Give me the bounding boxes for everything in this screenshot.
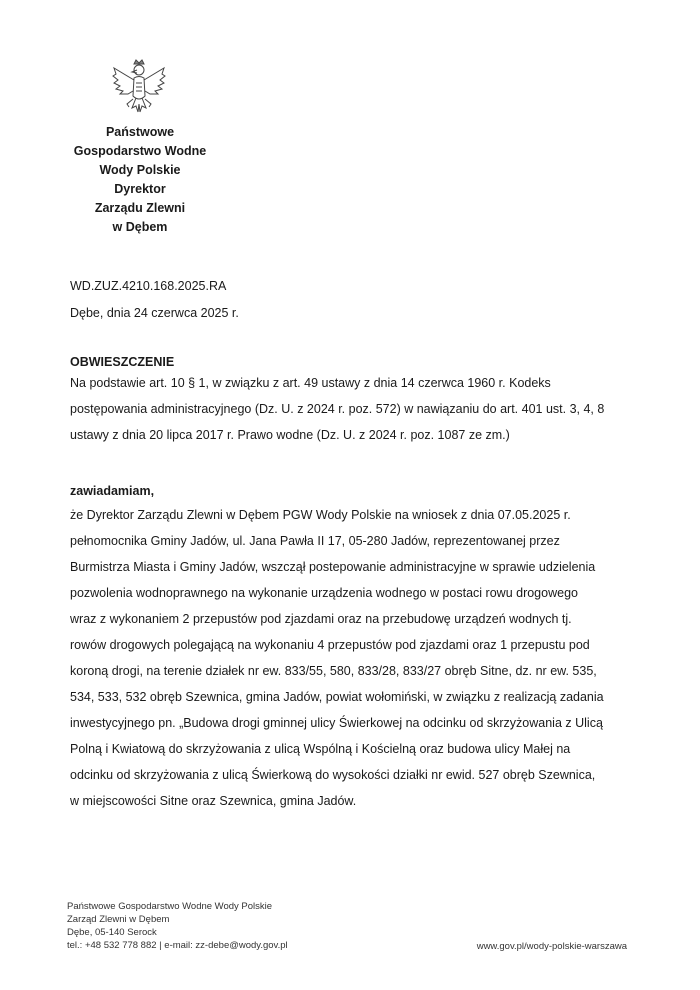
body-line: inwestycyjnego pn. „Budowa drogi gminnej ulicy Świerkowej na odcinku od skrzyżowania z Ulicą (70, 716, 603, 730)
footer-website: www.gov.pl/wody-polskie-warszawa (476, 941, 627, 952)
authority-line: w Dębem (112, 220, 168, 234)
date-line: Dębe, dnia 24 czerwca 2025 r. (70, 306, 239, 320)
notify-heading: zawiadamiam, (70, 484, 155, 498)
authority-line: Wody Polskie (99, 163, 181, 177)
legal-basis-line: ustawy z dnia 20 lipca 2017 r. Prawo wodne (Dz. U. z 2024 r. poz. 1087 ze zm.) (70, 428, 510, 442)
legal-basis (70, 370, 630, 448)
footer-address-line: Państwowe Gospodarstwo Wodne Wody Polskie (67, 901, 273, 912)
body-line: koroną drogi, na terenie działek nr ew. 833/55, 580, 833/28, 833/27 obręb Sitne, dz. nr ew. 535, (70, 664, 597, 678)
legal-basis-line: Na podstawie art. 10 § 1, w związku z art. 49 ustawy z dnia 14 czerwca 1960 r. Kodeks (70, 376, 551, 390)
authority-line: Gospodarstwo Wodne (73, 144, 207, 158)
legal-basis-line: postępowania administracyjnego (Dz. U. z 2024 r. poz. 572) w nawiązaniu do art. 401 ust. 3, 4, 8 (70, 402, 605, 416)
footer-address-line: Dębe, 05-140 Serock (67, 927, 157, 938)
body-line: odcinku od skrzyżowania z ulicą Świerkową do wysokości działki nr ewid. 527 obręb Szewnica, (70, 768, 596, 782)
notice-body (70, 502, 630, 814)
authority-line: Państwowe (105, 125, 175, 139)
issuing-authority (60, 123, 220, 237)
body-line: 534, 533, 532 obręb Szewnica, gmina Jadów, powiat wołomiński, w związku z realizacją zadania (70, 690, 604, 704)
body-line: wraz z wykonaniem 2 przepustów pod zjazdami oraz na przebudowę urządzeń wodnych tj. (70, 612, 572, 626)
body-line: pełnomocnika Gminy Jadów, ul. Jana Pawła II 17, 05-280 Jadów, reprezentowanej przez (70, 534, 560, 548)
body-line: Burmistrza Miasta i Gminy Jadów, wszczął postepowanie administracyjne w sprawie udzielenia (70, 560, 596, 574)
footer-address (67, 900, 288, 952)
authority-line: Dyrektor (114, 182, 166, 196)
reference-number: WD.ZUZ.4210.168.2025.RA (70, 279, 227, 293)
polish-eagle-emblem-icon (110, 58, 168, 118)
footer-address-line: tel.: +48 532 778 882 | e-mail: zz-debe@wody.gov.pl (67, 940, 288, 951)
document-title: OBWIESZCZENIE (70, 355, 175, 369)
body-line: pozwolenia wodnoprawnego na wykonanie urządzenia wodnego w postaci rowu drogowego (70, 586, 578, 600)
body-line: Polną i Kwiatową do skrzyżowania z ulicą Wspólną i Kościelną oraz budowa ulicy Małej na (70, 742, 571, 756)
body-line: rowów drogowych polegającą na wykonaniu 4 przepustów pod zjazdami oraz 1 przepustu pod (70, 638, 590, 652)
body-line: że Dyrektor Zarządu Zlewni w Dębem PGW Wody Polskie na wniosek z dnia 07.05.2025 r. (70, 508, 571, 522)
authority-line: Zarządu Zlewni (94, 201, 186, 215)
footer-address-line: Zarząd Zlewni w Dębem (67, 914, 170, 925)
body-line: w miejscowości Sitne oraz Szewnica, gmina Jadów. (70, 794, 357, 808)
